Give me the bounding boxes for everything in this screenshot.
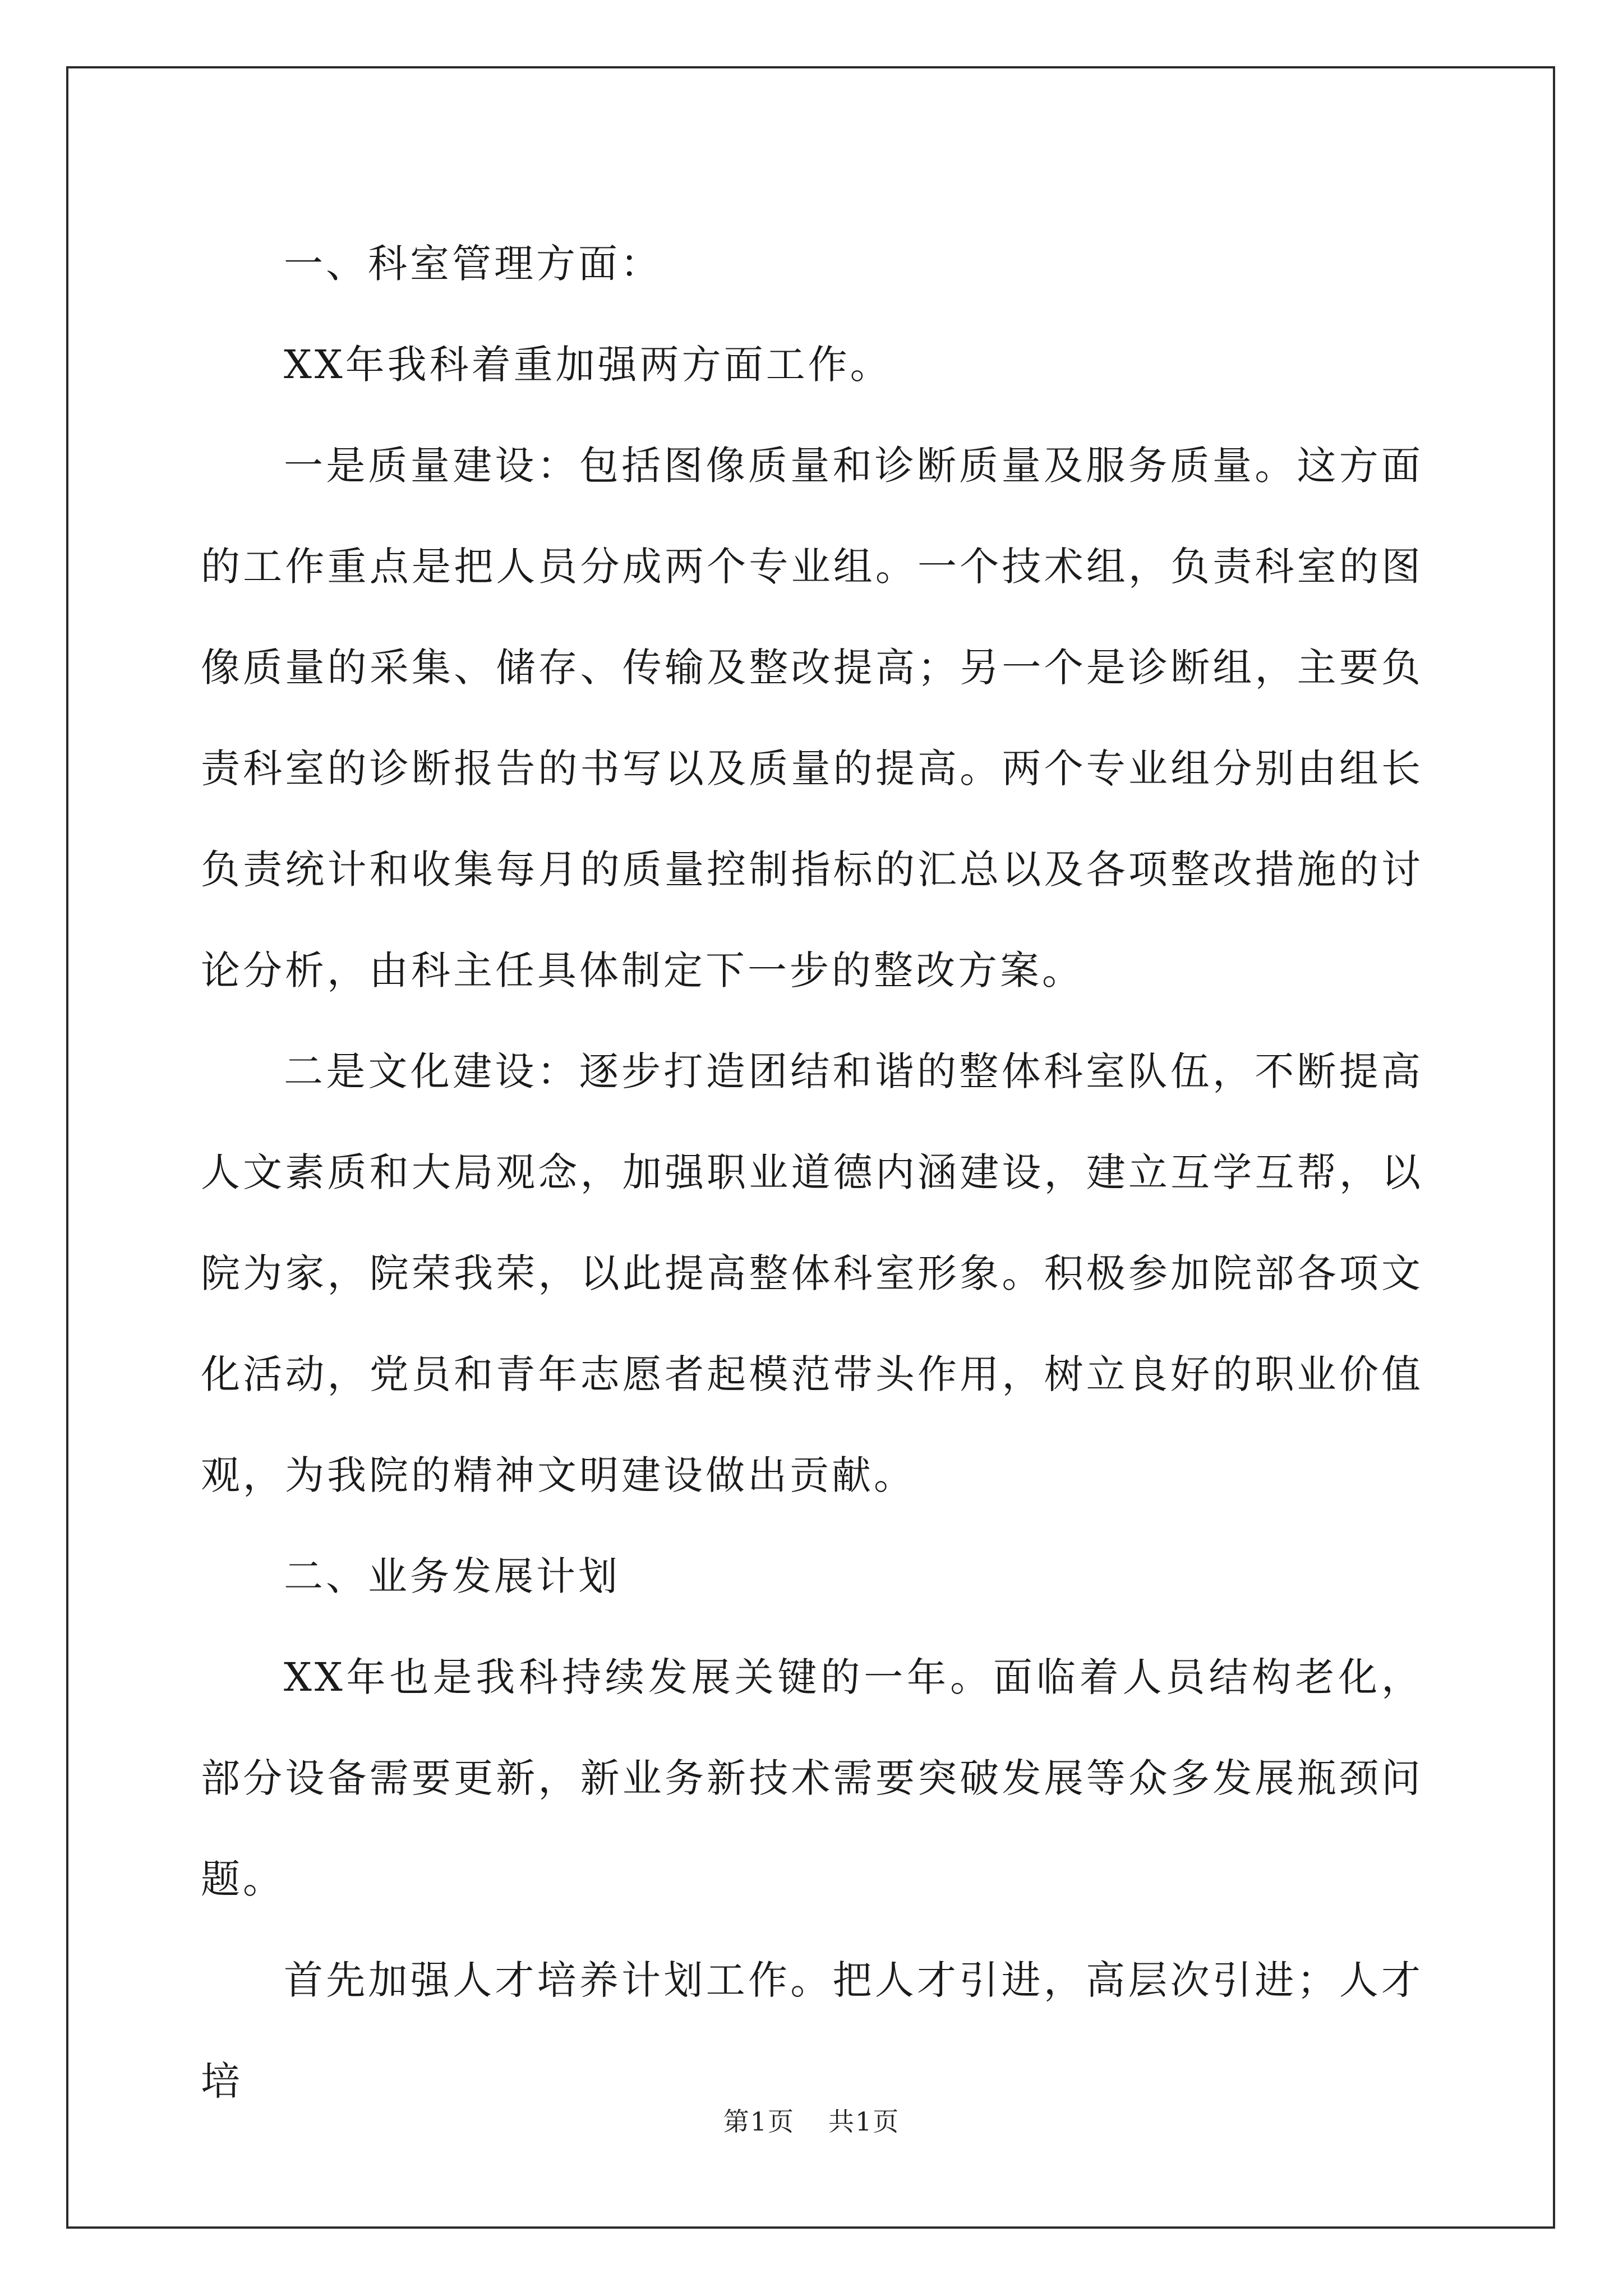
heading-dept-management: 一、科室管理方面： bbox=[284, 241, 662, 287]
page-number: 第1页 bbox=[723, 2106, 795, 2137]
paragraph-two-aspects: XX年我科着重加强两方面工作。 bbox=[284, 342, 892, 388]
paragraph-key-year: XX年也是我科持续发展关键的一年。面临着人员结构老化，部分设备需要更新，新业务新技术需要突破发展等众多发展瓶颈问题。 bbox=[201, 1654, 1423, 1902]
paragraph-culture-building: 二是文化建设：逐步打造团结和谐的整体科室队伍，不断提高人文素质和大局观念，加强职业道德内涵建设，建立互学互帮，以院为家，院荣我荣，以此提高整体科室形象。积极参加院部各项文化活动，党员和青年志愿者起模范带头作用，树立良好的职业价值观，为我院的精神文明建设做出贡献。 bbox=[201, 1048, 1423, 1498]
paragraph-quality-building: 一是质量建设：包括图像质量和诊断质量及服务质量。这方面的工作重点是把人员分成两个专业组。一个技术组，负责科室的图像质量的采集、储存、传输及整改提高；另一个是诊断组，主要负责科室的诊断报告的书写以及质量的提高。两个专业组分别由组长负责统计和收集每月的质量控制指标的汇总以及各项整改措施的讨论分析，由科主任具体制定下一步的整改方案。 bbox=[201, 443, 1423, 993]
page-total: 共1页 bbox=[828, 2106, 900, 2137]
heading-business-plan: 二、业务发展计划 bbox=[284, 1553, 620, 1599]
page-footer bbox=[0, 2105, 1623, 2138]
document-body bbox=[201, 213, 1423, 2132]
paragraph-talent-training: 首先加强人才培养计划工作。把人才引进，高层次引进；人才培 bbox=[201, 1957, 1423, 2104]
